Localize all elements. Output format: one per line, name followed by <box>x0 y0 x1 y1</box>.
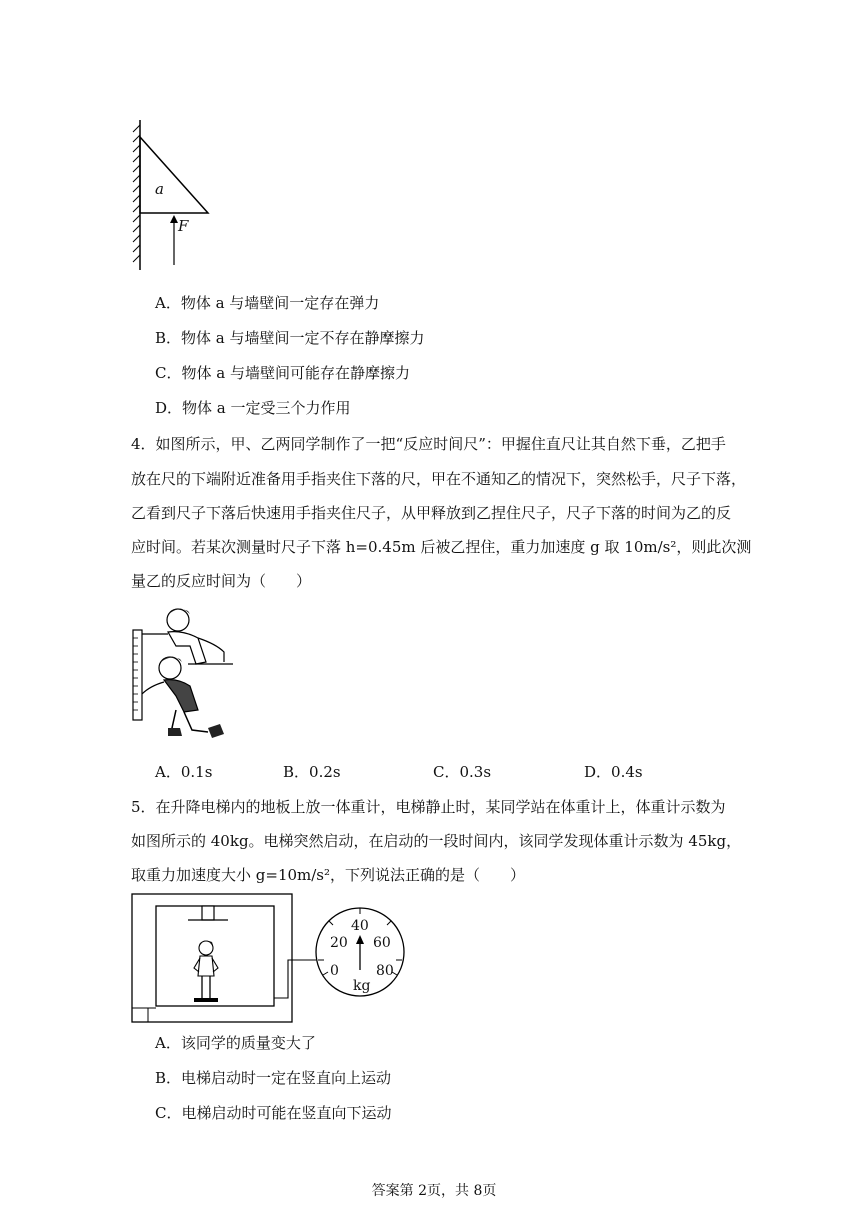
q4-option-c: C．0.3s <box>433 763 492 781</box>
page-footer: 答案第 2页，共 8页 <box>371 1183 497 1199</box>
label-a: a <box>155 180 164 198</box>
student <box>199 941 213 955</box>
dial-tick-40: 40 <box>351 918 369 934</box>
dial-unit: kg <box>353 978 371 994</box>
elevator-car <box>156 906 274 1006</box>
q3-option-a: A．物体 a 与墙壁间一定存在弹力 <box>155 294 380 312</box>
scale-platform <box>194 998 218 1002</box>
q5-elevator-figure <box>128 890 408 1030</box>
q5-line-3: 取重力加速度大小 g=10m/s²，下列说法正确的是（ ） <box>131 866 526 884</box>
dial-tick-80: 80 <box>376 963 394 979</box>
label-F: F <box>178 217 189 235</box>
dial-tick-20: 20 <box>330 935 348 951</box>
q4-option-b: B．0.2s <box>283 763 341 781</box>
dial-tick-0: 0 <box>330 963 339 979</box>
q4-line-5: 量乙的反应时间为（ ） <box>131 572 312 590</box>
q3-option-c: C．物体 a 与墙壁间可能存在静摩擦力 <box>155 364 410 382</box>
q4-line-2: 放在尺的下端附近准备用手指夹住下落的尺，甲在不通知乙的情况下，突然松手，尺子下落， <box>131 470 747 488</box>
q5-line-2: 如图所示的 40kg。电梯突然启动，在启动的一段时间内，该同学发现体重计示数为 45kg， <box>131 832 742 850</box>
q5-option-c: C．电梯启动时可能在竖直向下运动 <box>155 1104 392 1122</box>
q4-line-4: 应时间。若某次测量时尺子下落 h=0.45m 后被乙捏住，重力加速度 g 取 10m/s²，则此次测 <box>131 538 752 556</box>
q4-option-a: A．0.1s <box>155 763 213 781</box>
q5-option-a: A．该同学的质量变大了 <box>155 1034 316 1052</box>
q5-line-1: 5．在升降电梯内的地板上放一体重计，电梯静止时，某同学站在体重计上，体重计示数为 <box>131 798 726 816</box>
q4-line-1: 4．如图所示，甲、乙两同学制作了一把“反应时间尺”：甲握住直尺让其自然下垂，乙把手 <box>131 435 726 453</box>
ruler <box>133 630 142 720</box>
q5-option-b: B．电梯启动时一定在竖直向上运动 <box>155 1069 392 1087</box>
q3-figure <box>120 115 240 275</box>
dial-tick-60: 60 <box>373 935 391 951</box>
block-a <box>140 137 208 213</box>
q3-option-d: D．物体 a 一定受三个力作用 <box>155 399 351 417</box>
q4-reaction-ruler-figure <box>128 602 238 742</box>
q4-line-3: 乙看到尺子下落后快速用手指夹住尺子，从甲释放到乙捏住尺子，尺子下落的时间为乙的反 <box>131 504 732 522</box>
q3-option-b: B．物体 a 与墙壁间一定不存在静摩擦力 <box>155 329 425 347</box>
q4-option-d: D．0.4s <box>584 763 643 781</box>
